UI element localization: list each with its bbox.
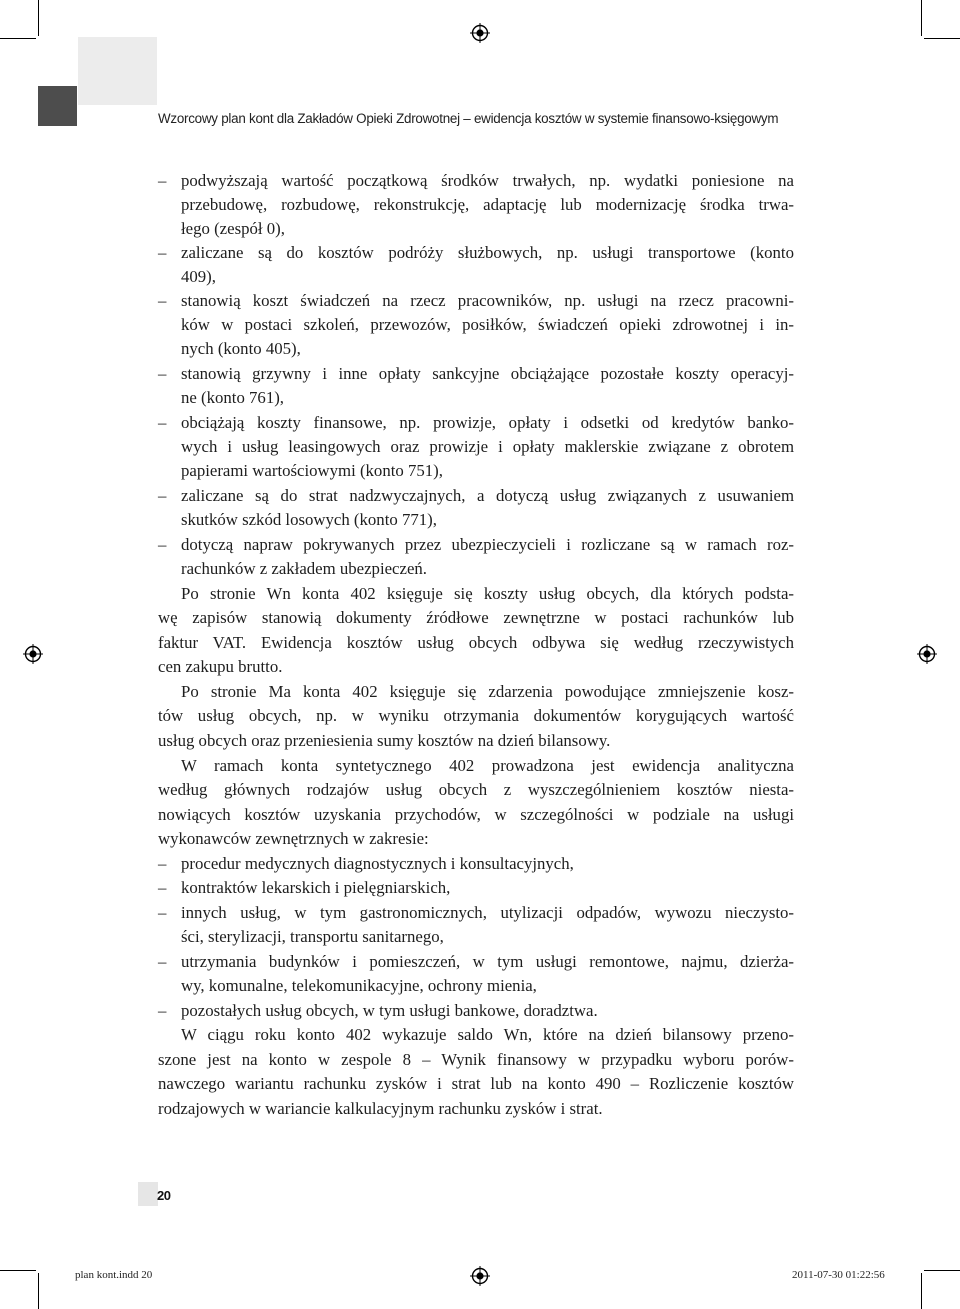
registration-mark-icon <box>23 644 43 664</box>
text-line: zaliczane są do kosztów podróży służbowych, np. usługi transportowe (konto <box>181 243 794 262</box>
text-line: ków w postaci szkoleń, przewozów, posiłków, świadczeń opieki zdrowotnej i in- <box>181 315 794 334</box>
text-line: innych usług, w tym gastronomicznych, utylizacji odpadów, wywozu nieczysto- <box>181 903 794 922</box>
crop-mark <box>0 38 36 39</box>
text-line: ne (konto 761), <box>181 388 284 407</box>
list-dash: – <box>158 952 167 971</box>
list-dash: – <box>158 291 167 310</box>
running-header: Wzorcowy plan kont dla Zakładów Opieki Zdrowotnej – ewidencja kosztów w systemie finansowo-księgowym <box>158 111 779 126</box>
slug-timestamp: 2011-07-30 01:22:56 <box>792 1269 885 1281</box>
text-line: Po stronie Ma konta 402 księguje się zdarzenia powodujące zmniejszenie kosz- <box>181 682 794 701</box>
text-line: według głównych rodzajów usług obcych z wyszczególnieniem kosztów niesta- <box>158 780 794 799</box>
list-dash: – <box>158 364 167 383</box>
crop-mark <box>38 0 39 36</box>
corner-block-dark <box>38 86 77 126</box>
text-line: obciążają koszty finansowe, np. prowizje, opłaty i odsetki od kredytów banko- <box>181 413 794 432</box>
text-line: szone jest na konto w zespole 8 – Wynik finansowy w przypadku wyboru porów- <box>158 1050 794 1069</box>
list-dash: – <box>158 171 167 190</box>
text-line: zaliczane są do strat nadzwyczajnych, a dotyczą usług związanych z usuwaniem <box>181 486 794 505</box>
text-line: tów usług obcych, np. w wyniku otrzymania dokumentów korygujących wartość <box>158 706 794 725</box>
text-line: wy, komunalne, telekomunikacyjne, ochrony mienia, <box>181 976 537 995</box>
text-line: rachunków z zakładem ubezpieczeń. <box>181 559 427 578</box>
text-line: wę zapisów stanowią dokumenty źródłowe zewnętrzne w postaci rachunków lub <box>158 608 794 627</box>
text-line: papierami wartościowymi (konto 751), <box>181 461 443 480</box>
text-line: nych (konto 405), <box>181 339 301 358</box>
page-number-box <box>138 1182 158 1206</box>
crop-mark <box>0 1270 36 1271</box>
text-line: pozostałych usług obcych, w tym usługi bankowe, doradztwa. <box>181 1001 598 1020</box>
text-line: stanowią grzywny i inne opłaty sankcyjne obciążające pozostałe koszty operacyj- <box>181 364 794 383</box>
registration-mark-icon <box>470 23 490 43</box>
list-dash: – <box>158 903 167 922</box>
list-dash: – <box>158 486 167 505</box>
text-line: dotyczą napraw pokrywanych przez ubezpieczycieli i rozliczane są w ramach roz- <box>181 535 794 554</box>
crop-mark <box>924 1270 960 1271</box>
text-line: usług obcych oraz przeniesienia sumy kosztów na dzień bilansowy. <box>158 731 611 750</box>
text-line: nowiących kosztów uzyskania przychodów, w szczególności w podziale na usługi <box>158 805 794 824</box>
text-line: wykonawców zewnętrznych w zakresie: <box>158 829 429 848</box>
text-line: łego (zespół 0), <box>181 219 285 238</box>
text-line: rodzajowych w wariancie kalkulacyjnym rachunku zysków i strat. <box>158 1099 603 1118</box>
text-line: cen zakupu brutto. <box>158 657 283 676</box>
registration-mark-icon <box>470 1266 490 1286</box>
text-line: przebudowę, rozbudowę, rekonstrukcję, adaptację lub modernizację środka trwa- <box>181 195 794 214</box>
registration-mark-icon <box>917 644 937 664</box>
list-dash: – <box>158 413 167 432</box>
list-dash: – <box>158 243 167 262</box>
list-dash: – <box>158 878 167 897</box>
crop-mark <box>921 0 922 36</box>
text-line: nawczego wariantu rachunku zysków i strat lub na konto 490 – Rozliczenie kosztów <box>158 1074 794 1093</box>
page-number: 20 <box>157 1188 171 1203</box>
text-line: 409), <box>181 267 216 286</box>
text-line: utrzymania budynków i pomieszczeń, w tym usługi remontowe, najmu, dzierża- <box>181 952 794 971</box>
text-line: podwyższają wartość początkową środków trwałych, np. wydatki poniesione na <box>181 171 794 190</box>
text-line: kontraktów lekarskich i pielęgniarskich, <box>181 878 451 897</box>
slug-filename: plan kont.indd 20 <box>75 1269 153 1281</box>
text-line: W ramach konta syntetycznego 402 prowadzona jest ewidencja analityczna <box>181 756 794 775</box>
crop-mark <box>924 38 960 39</box>
text-line: ści, sterylizacji, transportu sanitarnego, <box>181 927 444 946</box>
text-line: Po stronie Wn konta 402 księguje się koszty usług obcych, dla których podsta- <box>181 584 794 603</box>
corner-block-light <box>78 37 157 105</box>
text-line: W ciągu roku konto 402 wykazuje saldo Wn, które na dzień bilansowy przeno- <box>181 1025 794 1044</box>
text-line: procedur medycznych diagnostycznych i konsultacyjnych, <box>181 854 574 873</box>
text-line: faktur VAT. Ewidencja kosztów usług obcych odbywa się według rzeczywistych <box>158 633 794 652</box>
text-line: wych i usług leasingowych oraz prowizje i opłaty maklerskie związane z obrotem <box>181 437 794 456</box>
crop-mark <box>38 1273 39 1309</box>
list-dash: – <box>158 535 167 554</box>
crop-mark <box>921 1273 922 1309</box>
text-line: skutków szkód losowych (konto 771), <box>181 510 437 529</box>
list-dash: – <box>158 1001 167 1020</box>
text-line: stanowią koszt świadczeń na rzecz pracowników, np. usługi na rzecz pracowni- <box>181 291 794 310</box>
list-dash: – <box>158 854 167 873</box>
